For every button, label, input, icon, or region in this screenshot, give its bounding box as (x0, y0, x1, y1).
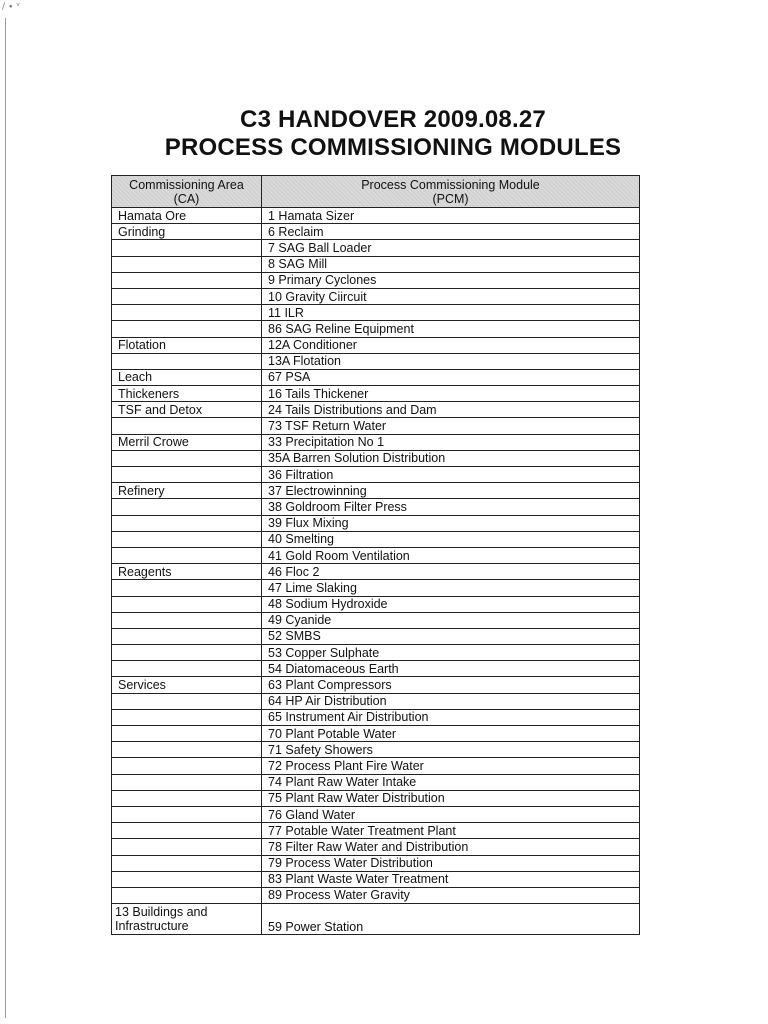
process-module-cell: 7 SAG Ball Loader (262, 240, 640, 256)
process-module-cell: 8 SAG Mill (262, 256, 640, 272)
commissioning-area-cell (112, 790, 262, 806)
table-row (112, 208, 640, 224)
scan-mark: / ∙ ᵛ (2, 2, 21, 12)
commissioning-area-cell: Hamata Ore (112, 208, 262, 224)
table-row (112, 337, 640, 353)
table-row (112, 693, 640, 709)
table-row (112, 434, 640, 450)
process-module-cell: 70 Plant Potable Water (262, 726, 640, 742)
process-module-cell: 83 Plant Waste Water Treatment (262, 871, 640, 887)
table-row (112, 483, 640, 499)
commissioning-area-cell (112, 612, 262, 628)
process-module-cell: 41 Gold Room Ventilation (262, 547, 640, 563)
table-row (112, 515, 640, 531)
commissioning-area-cell (112, 742, 262, 758)
process-module-cell: 78 Filter Raw Water and Distribution (262, 839, 640, 855)
table-row (112, 628, 640, 644)
table-row (112, 499, 640, 515)
commissioning-area-cell (112, 515, 262, 531)
commissioning-area-cell (112, 693, 262, 709)
process-module-cell: 16 Tails Thickener (262, 386, 640, 402)
table-row (112, 531, 640, 547)
process-module-cell: 74 Plant Raw Water Intake (262, 774, 640, 790)
table-row (112, 547, 640, 563)
commissioning-area-cell (112, 871, 262, 887)
table-row (112, 677, 640, 693)
commissioning-area-cell: Leach (112, 369, 262, 385)
title-line-1: C3 HANDOVER 2009.08.27 (240, 106, 546, 133)
process-module-cell: 11 ILR (262, 305, 640, 321)
table-row (112, 386, 640, 402)
process-module-cell: 49 Cyanide (262, 612, 640, 628)
header-module-line-1: Process Commissioning Module (361, 177, 540, 192)
table-row (112, 467, 640, 483)
table-row (112, 758, 640, 774)
document-title (0, 106, 768, 162)
process-module-cell: 53 Copper Sulphate (262, 645, 640, 661)
process-module-cell: 72 Process Plant Fire Water (262, 758, 640, 774)
commissioning-area-cell: Services (112, 677, 262, 693)
table-row (112, 806, 640, 822)
process-module-cell: 64 HP Air Distribution (262, 693, 640, 709)
commissioning-area-cell: 13 Buildings and Infrastructure (112, 904, 262, 935)
table-row (112, 887, 640, 903)
table-row (112, 823, 640, 839)
process-module-cell: 47 Lime Slaking (262, 580, 640, 596)
title-line-2: PROCESS COMMISSIONING MODULES (164, 134, 622, 161)
process-module-cell: 48 Sodium Hydroxide (262, 596, 640, 612)
process-module-cell: 10 Gravity Ciircuit (262, 288, 640, 304)
commissioning-area-cell (112, 628, 262, 644)
scan-margin-line (5, 18, 6, 1018)
commissioning-modules-table (111, 175, 640, 935)
table-row (112, 839, 640, 855)
header-module-line-2: (PCM) (432, 191, 469, 206)
header-process-module (262, 176, 640, 208)
commissioning-area-cell: Thickeners (112, 386, 262, 402)
commissioning-area-cell (112, 305, 262, 321)
commissioning-area-cell: Reagents (112, 564, 262, 580)
table-row (112, 855, 640, 871)
table-row (112, 353, 640, 369)
table-row (112, 564, 640, 580)
process-module-cell: 67 PSA (262, 369, 640, 385)
commissioning-area-cell (112, 353, 262, 369)
process-module-cell: 36 Filtration (262, 467, 640, 483)
commissioning-area-cell (112, 531, 262, 547)
process-module-cell: 79 Process Water Distribution (262, 855, 640, 871)
commissioning-area-cell (112, 240, 262, 256)
header-area-line-1: Commissioning Area (129, 177, 244, 192)
table-row (112, 580, 640, 596)
table-body (112, 208, 640, 935)
table-row (112, 871, 640, 887)
commissioning-area-cell (112, 661, 262, 677)
table-row (112, 904, 640, 935)
table-row (112, 661, 640, 677)
commissioning-area-cell (112, 774, 262, 790)
process-module-cell: 9 Primary Cyclones (262, 272, 640, 288)
commissioning-area-cell (112, 645, 262, 661)
table-row (112, 288, 640, 304)
commissioning-area-cell (112, 467, 262, 483)
commissioning-area-cell (112, 499, 262, 515)
process-module-cell: 59 Power Station (262, 904, 640, 935)
process-module-cell: 46 Floc 2 (262, 564, 640, 580)
commissioning-area-cell (112, 806, 262, 822)
table-row (112, 369, 640, 385)
commissioning-area-cell (112, 450, 262, 466)
table-row (112, 256, 640, 272)
commissioning-area-cell (112, 256, 262, 272)
process-module-cell: 71 Safety Showers (262, 742, 640, 758)
table-row (112, 612, 640, 628)
commissioning-area-cell (112, 887, 262, 903)
commissioning-area-cell: TSF and Detox (112, 402, 262, 418)
table-row (112, 790, 640, 806)
process-module-cell: 86 SAG Reline Equipment (262, 321, 640, 337)
commissioning-area-cell (112, 596, 262, 612)
process-module-cell: 38 Goldroom Filter Press (262, 499, 640, 515)
header-area-line-2: (CA) (173, 191, 200, 206)
commissioning-area-cell (112, 726, 262, 742)
process-module-cell: 54 Diatomaceous Earth (262, 661, 640, 677)
process-module-cell: 35A Barren Solution Distribution (262, 450, 640, 466)
process-module-cell: 6 Reclaim (262, 224, 640, 240)
process-module-cell: 33 Precipitation No 1 (262, 434, 640, 450)
commissioning-area-cell: Merril Crowe (112, 434, 262, 450)
process-module-cell: 77 Potable Water Treatment Plant (262, 823, 640, 839)
commissioning-area-cell (112, 839, 262, 855)
commissioning-area-cell: Flotation (112, 337, 262, 353)
table-row (112, 709, 640, 725)
table-row (112, 726, 640, 742)
commissioning-area-cell (112, 709, 262, 725)
process-module-cell: 24 Tails Distributions and Dam (262, 402, 640, 418)
commissioning-area-cell: Grinding (112, 224, 262, 240)
commissioning-area-cell (112, 855, 262, 871)
commissioning-area-cell (112, 547, 262, 563)
table-row (112, 321, 640, 337)
process-module-cell: 12A Conditioner (262, 337, 640, 353)
table-row (112, 224, 640, 240)
commissioning-area-cell (112, 418, 262, 434)
table-row (112, 418, 640, 434)
commissioning-area-cell (112, 272, 262, 288)
commissioning-area-cell (112, 580, 262, 596)
process-module-cell: 39 Flux Mixing (262, 515, 640, 531)
commissioning-area-cell: Refinery (112, 483, 262, 499)
commissioning-area-cell (112, 321, 262, 337)
process-module-cell: 1 Hamata Sizer (262, 208, 640, 224)
table-row (112, 742, 640, 758)
process-module-cell: 65 Instrument Air Distribution (262, 709, 640, 725)
table-row (112, 450, 640, 466)
table-row (112, 240, 640, 256)
process-module-cell: 40 Smelting (262, 531, 640, 547)
process-module-cell: 13A Flotation (262, 353, 640, 369)
table-row (112, 402, 640, 418)
table-row (112, 305, 640, 321)
table-row (112, 774, 640, 790)
commissioning-area-cell (112, 288, 262, 304)
table-row (112, 645, 640, 661)
commissioning-area-cell (112, 758, 262, 774)
table-row (112, 272, 640, 288)
process-module-cell: 89 Process Water Gravity (262, 887, 640, 903)
header-commissioning-area (112, 176, 262, 208)
process-module-cell: 63 Plant Compressors (262, 677, 640, 693)
process-module-cell: 52 SMBS (262, 628, 640, 644)
commissioning-area-cell (112, 823, 262, 839)
table-row (112, 596, 640, 612)
process-module-cell: 75 Plant Raw Water Distribution (262, 790, 640, 806)
table-header-row (112, 176, 640, 208)
process-module-cell: 76 Gland Water (262, 806, 640, 822)
process-module-cell: 37 Electrowinning (262, 483, 640, 499)
process-module-cell: 73 TSF Return Water (262, 418, 640, 434)
